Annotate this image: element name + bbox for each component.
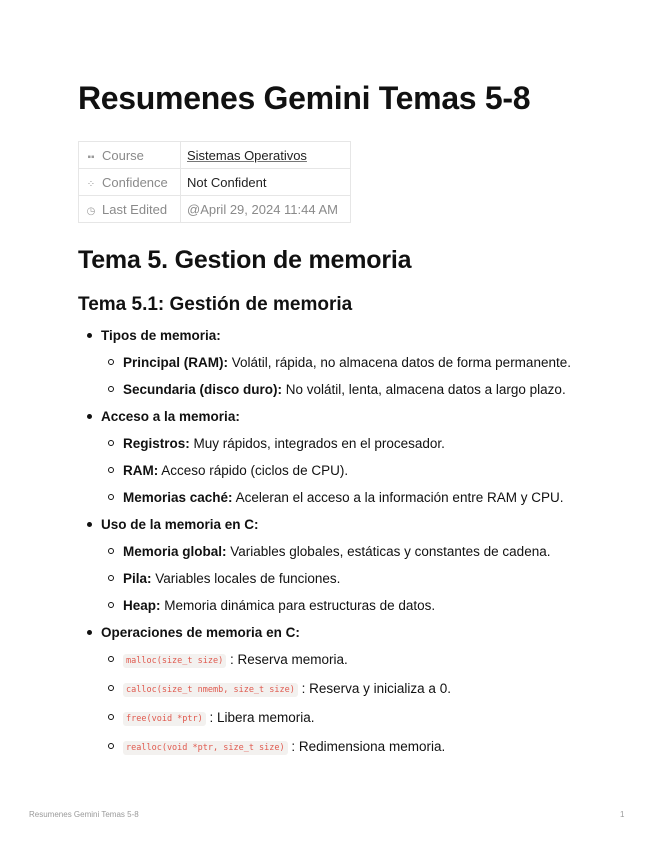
sub-list-item xyxy=(101,592,638,619)
heading-tema-5: Tema 5. Gestion de memoria xyxy=(78,246,412,274)
section-title: Tipos de memoria: xyxy=(101,328,221,343)
sub-list-item xyxy=(101,457,638,484)
sub-list-item xyxy=(101,349,638,376)
description: : Libera memoria. xyxy=(205,710,315,725)
property-row xyxy=(79,196,351,223)
inline-code: malloc(size_t size) xyxy=(123,654,226,668)
term: Heap: xyxy=(123,598,161,613)
list-item xyxy=(78,619,638,762)
inline-code: calloc(size_t nmemb, size_t size) xyxy=(123,683,298,697)
description: : Reserva memoria. xyxy=(226,652,348,667)
sub-list xyxy=(101,538,638,619)
sub-list-item xyxy=(101,376,638,403)
term: Registros: xyxy=(123,436,190,451)
description: : Reserva y inicializa a 0. xyxy=(297,681,451,696)
description: No volátil, lenta, almacena datos a largo plazo. xyxy=(282,382,566,397)
list-item xyxy=(78,511,638,619)
property-key xyxy=(79,196,181,223)
book-icon: ▪▪ xyxy=(87,151,95,163)
sub-list-item xyxy=(101,733,638,762)
list-item xyxy=(78,403,638,511)
content-list xyxy=(78,322,638,762)
property-value-text: Not Confident xyxy=(187,174,267,190)
description: Memoria dinámica para estructuras de datos. xyxy=(160,598,436,613)
sub-list-item xyxy=(101,484,638,511)
sub-list xyxy=(101,430,638,511)
section-title: Operaciones de memoria en C: xyxy=(101,625,300,640)
footer-title: Resumenes Gemini Temas 5-8 xyxy=(29,810,139,819)
property-row xyxy=(79,169,351,196)
term: RAM: xyxy=(123,463,159,478)
property-key-label: Last Edited xyxy=(102,201,168,217)
property-value xyxy=(181,169,351,196)
sub-list-item xyxy=(101,430,638,457)
inline-code: free(void *ptr) xyxy=(123,712,206,726)
course-link[interactable]: Sistemas Operativos xyxy=(187,147,307,163)
description: : Redimensiona memoria. xyxy=(287,739,446,754)
property-value[interactable] xyxy=(181,142,351,169)
term: Memoria global: xyxy=(123,544,227,559)
property-key xyxy=(79,142,181,169)
description: Aceleran el acceso a la información entre RAM y CPU. xyxy=(232,490,564,505)
term: Memorias caché: xyxy=(123,490,233,505)
property-key-label: Course xyxy=(102,147,144,163)
term: Secundaria (disco duro): xyxy=(123,382,283,397)
term: Pila: xyxy=(123,571,152,586)
inline-code: realloc(void *ptr, size_t size) xyxy=(123,741,288,755)
property-key xyxy=(79,169,181,196)
sub-list-item xyxy=(101,675,638,704)
heading-tema-5-1: Tema 5.1: Gestión de memoria xyxy=(78,294,353,315)
property-value xyxy=(181,196,351,223)
description: Variables globales, estáticas y constantes de cadena. xyxy=(226,544,551,559)
sub-list xyxy=(101,646,638,762)
property-key-label: Confidence xyxy=(102,174,168,190)
sub-list-item xyxy=(101,646,638,675)
section-title: Acceso a la memoria: xyxy=(101,409,240,424)
sub-list-item xyxy=(101,565,638,592)
description: Variables locales de funciones. xyxy=(151,571,341,586)
sub-list-item xyxy=(101,704,638,733)
clock-icon: ◷ xyxy=(86,205,96,217)
sub-list-item xyxy=(101,538,638,565)
list-item xyxy=(78,322,638,403)
loading-icon: ⁘ xyxy=(86,178,96,190)
description: Volátil, rápida, no almacena datos de forma permanente. xyxy=(228,355,571,370)
term: Principal (RAM): xyxy=(123,355,229,370)
property-row xyxy=(79,142,351,169)
section-title: Uso de la memoria en C: xyxy=(101,517,259,532)
page-number: 1 xyxy=(620,810,625,819)
description: Acceso rápido (ciclos de CPU). xyxy=(158,463,349,478)
description: Muy rápidos, integrados en el procesador. xyxy=(189,436,445,451)
page-title: Resumenes Gemini Temas 5-8 xyxy=(78,80,531,116)
sub-list xyxy=(101,349,638,403)
property-value-text: @April 29, 2024 11:44 AM xyxy=(187,201,338,217)
properties-table xyxy=(78,141,351,223)
